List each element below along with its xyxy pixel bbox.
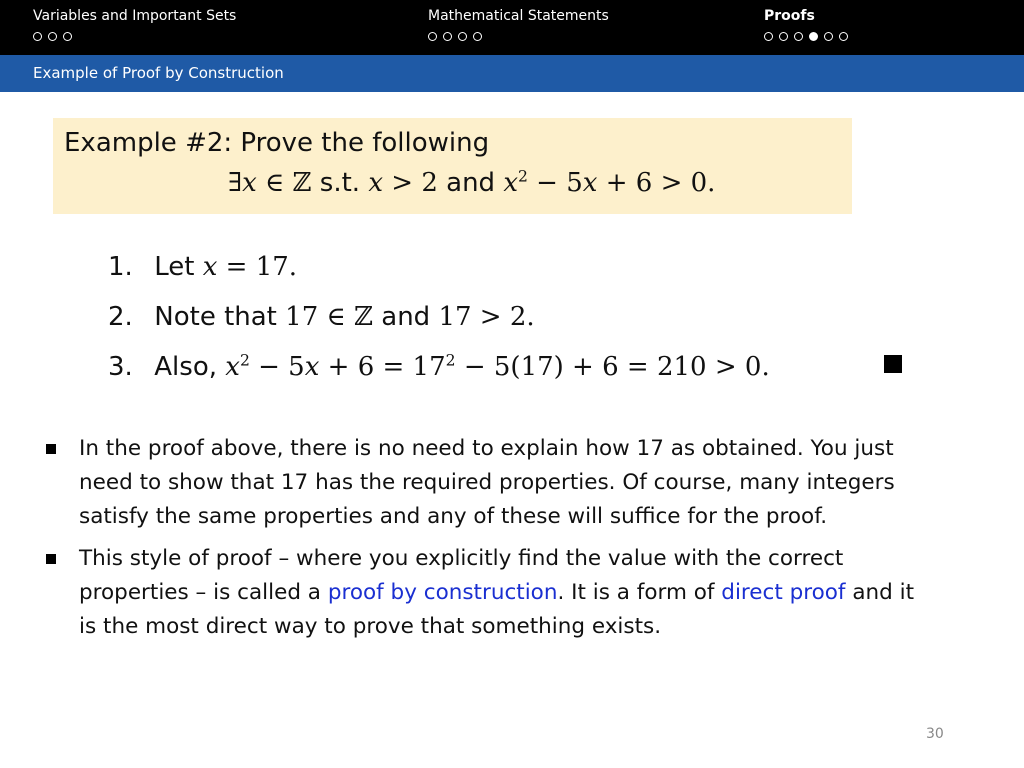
nav-section-title: Mathematical Statements <box>428 8 609 24</box>
top-navigation-bar <box>0 0 1024 55</box>
page-number: 30 <box>926 726 944 742</box>
math-x: 𝑥 <box>503 168 518 198</box>
step-math-mid: − 5𝑥 + 6 = 17 <box>249 352 446 382</box>
bullet-text: In the proof above, there is no need to explain how 17 as obtained. You just need to show that 17 has the required properties. Of course, many integers satisfy the same properties and any of these will suffice for the proof. <box>79 436 895 529</box>
text-st: s.t. <box>319 168 361 198</box>
nav-dots <box>428 32 609 44</box>
text-and: and <box>446 168 496 198</box>
proof-by-construction-link[interactable]: proof by construction <box>327 580 558 605</box>
example-title: Example #2: Prove the following <box>64 128 490 158</box>
bullet-square-icon <box>46 444 56 454</box>
step-text: Also, <box>154 352 217 382</box>
step-text: Let <box>154 252 195 282</box>
step-text: Note that <box>154 302 277 332</box>
nav-dots <box>764 32 848 44</box>
step-math-end: − 5(17) + 6 = 210 > 0. <box>455 352 770 382</box>
step-math-exponent: 2 <box>445 351 456 370</box>
direct-proof-link[interactable]: direct proof <box>721 580 846 605</box>
slide-subtitle: Example of Proof by Construction <box>33 64 284 82</box>
nav-dot-icon[interactable] <box>764 32 773 41</box>
step-math: 17 > 2. <box>438 302 535 332</box>
proof-steps <box>108 246 928 396</box>
step-math-exponent: 2 <box>239 351 250 370</box>
nav-dot-icon[interactable] <box>443 32 452 41</box>
slide-subtitle-bar <box>0 55 1024 92</box>
bullet-list <box>44 432 924 652</box>
math-x-gt-2: 𝑥 > 2 <box>368 168 438 198</box>
nav-dot-icon[interactable] <box>63 32 72 41</box>
nav-section-statements[interactable] <box>428 8 609 44</box>
nav-dots <box>33 32 236 44</box>
step-number: 3. <box>108 352 133 382</box>
nav-section-variables[interactable] <box>33 8 236 44</box>
bullet-text: This style of proof – where you explicitly find the value with the correct properties – is called a <box>79 546 844 605</box>
proof-step <box>108 246 928 296</box>
nav-dot-icon[interactable] <box>839 32 848 41</box>
example-box <box>53 118 852 214</box>
math-exponent: 2 <box>518 167 528 186</box>
bullet-item <box>44 432 924 534</box>
proof-step <box>108 296 928 346</box>
math-exists: ∃𝑥 ∈ ℤ <box>228 168 312 198</box>
step-math-x: 𝑥 <box>225 352 240 382</box>
bullet-square-icon <box>46 554 56 564</box>
nav-dot-icon[interactable] <box>458 32 467 41</box>
bullet-text: and it is the most direct way to prove that something exists. <box>79 580 915 639</box>
nav-section-title: Variables and Important Sets <box>33 8 237 24</box>
step-text-and: and <box>381 302 431 332</box>
bullet-item <box>44 542 924 644</box>
nav-dot-current-icon[interactable] <box>809 32 818 41</box>
nav-dot-icon[interactable] <box>824 32 833 41</box>
bullet-text: . It is a form of <box>557 580 715 605</box>
nav-dot-icon[interactable] <box>33 32 42 41</box>
step-math: 17 ∈ ℤ <box>285 302 373 332</box>
nav-section-proofs[interactable] <box>764 8 848 44</box>
qed-square-icon <box>884 355 902 373</box>
step-number: 2. <box>108 302 133 332</box>
proof-step <box>108 346 928 396</box>
nav-dot-icon[interactable] <box>428 32 437 41</box>
nav-dot-icon[interactable] <box>779 32 788 41</box>
nav-section-title-current: Proofs <box>764 8 815 24</box>
example-statement <box>228 168 715 198</box>
math-rest: − 5𝑥 + 6 > 0. <box>527 168 716 198</box>
nav-dot-icon[interactable] <box>48 32 57 41</box>
nav-dot-icon[interactable] <box>473 32 482 41</box>
nav-dot-icon[interactable] <box>794 32 803 41</box>
step-math: 𝑥 = 17. <box>202 252 298 282</box>
step-number: 1. <box>108 252 133 282</box>
